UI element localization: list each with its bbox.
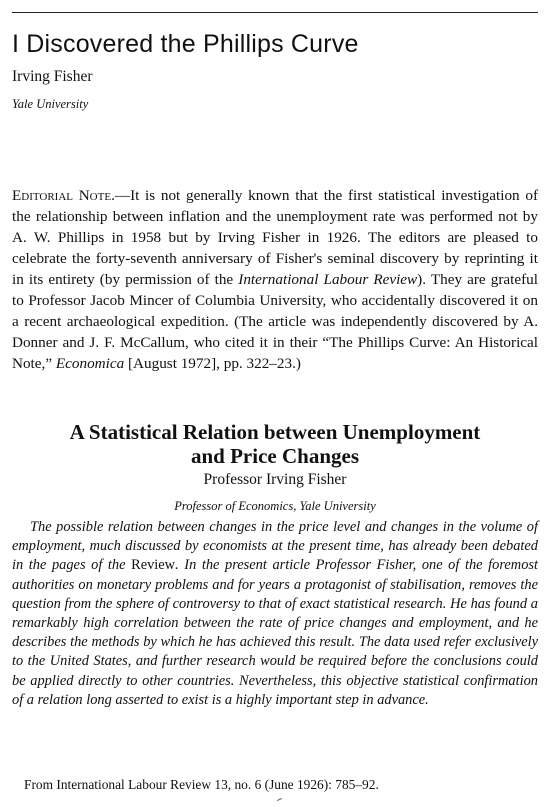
paper-title: I Discovered the Phillips Curve [12,30,359,58]
paper-page [12,0,538,807]
editorial-note-label: Editorial Note. [12,187,115,204]
article-abstract [12,518,538,710]
editorial-note-text-3: [August 1972], pp. 322–23.) [124,355,301,372]
abstract-review-word: Review [131,557,176,574]
article-title [12,420,538,468]
abstract-text-2: . In the present article Professor Fisher, one of the foremost authorities on monetary problems and for years a protagonist of stabilisation, removes the question from the sphere of controversy to that of exact statistical research. He has found a remarkably high correlation between the rate of price changes and employment, and he describes the methods by which he has achieved this result. The data used refer exclusively to the United States, and further research would be required before the conclusions could be applied directly to other countries. Nevertheless, this objective statistical confirmation of a relation long asserted to exist is a highly important step in advance. [12,557,538,708]
source-citation: From International Labour Review 13, no. 6 (June 1926): 785–92. [24,777,379,792]
editorial-note [12,185,538,374]
article-affiliation: Professor of Economics, Yale University [174,499,376,513]
article-title-line-2: and Price Changes [191,444,359,468]
top-rule [12,12,538,13]
paper-author: Irving Fisher [12,68,93,85]
editorial-note-economica: Economica [55,355,125,372]
article-title-line-1: A Statistical Relation between Unemployment [69,420,481,444]
editorial-note-journal: International Labour Review [238,271,418,288]
abstract-text-1: The possible relation between changes in the price level and changes in the volume of employment, much discussed by economists at the present time, has already been debated in the pages of the [12,519,538,574]
paper-affiliation: Yale University [12,97,89,111]
article-author: Professor Irving Fisher [203,471,347,488]
editorial-note-text-1: —It is not generally known that the first statistical investigation of the relationship between inflation and the unemployment rate was performed not by A. W. Phillips in 1958 but by Irving Fisher in 1926. The editors are pleased to celebrate the forty-seventh anniversary of Fisher's seminal discovery by reprinting it in its entirety (by permission of the [12,187,539,288]
editorial-note-text-2: ). They are grateful to Professor Jacob Mincer of Columbia University, who accidentally discovered it on a recent archaeological expedition. (The article was independently discovered by A. Donner and J. F. McCallum, who cited it in their “The Phillips Curve: An Historical Note,” [12,271,538,372]
